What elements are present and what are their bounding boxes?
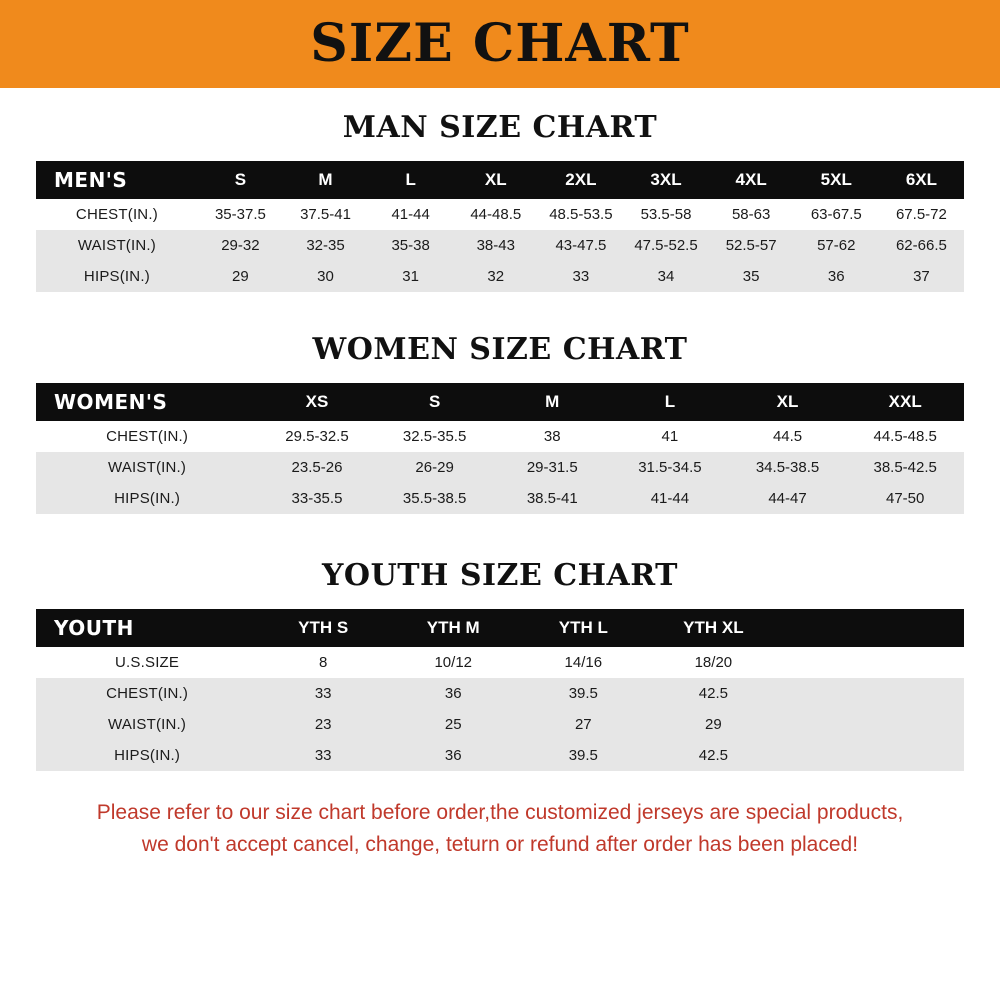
men-row-2-cell-0: 29: [232, 268, 249, 285]
youth-row-2-label: WAIST(IN.): [108, 716, 187, 733]
youth-row-2-cell-3: 29: [705, 716, 722, 733]
women-row-1-cell-2: 29-31.5: [526, 459, 578, 476]
men-row-1-cell-3: 38-43: [476, 237, 515, 254]
men-row-2-cell-1: 30: [317, 268, 334, 285]
women-row-0-cell-3: 41: [661, 428, 679, 445]
men-col-1: M: [318, 170, 333, 189]
women-table-body: [36, 421, 964, 514]
youth-row-1-spacer: [778, 678, 964, 709]
women-row-1-cell-3: 31.5-34.5: [638, 459, 702, 476]
men-row-1-label: WAIST(IN.): [77, 237, 156, 254]
youth-col-2: YTH L: [558, 618, 608, 637]
men-row-1-cell-6: 52.5-57: [725, 237, 777, 254]
men-row-0-cell-4: 48.5-53.5: [549, 206, 613, 223]
youth-header-row: [36, 609, 964, 647]
women-row-0-cell-5: 44.5-48.5: [873, 428, 937, 445]
men-row-2-cell-2: 31: [402, 268, 419, 285]
youth-row-1-label: CHEST(IN.): [106, 685, 189, 702]
women-row-2-cell-1: 35.5-38.5: [402, 490, 467, 507]
men-row-0-cell-6: 58-63: [731, 206, 771, 223]
women-row-2-cell-2: 38.5-41: [526, 490, 578, 507]
women-row-1-cell-5: 38.5-42.5: [873, 459, 937, 476]
table-row: [36, 421, 964, 452]
men-row-1-cell-7: 57-62: [817, 237, 856, 254]
women-row-0-cell-1: 32.5-35.5: [402, 428, 467, 445]
men-row-0-cell-1: 37.5-41: [300, 206, 351, 223]
men-row-2-cell-7: 36: [827, 268, 845, 285]
women-row-2-cell-0: 33-35.5: [291, 490, 343, 507]
men-col-0: S: [234, 170, 247, 189]
youth-col-1: YTH M: [426, 618, 480, 637]
youth-row-2-spacer: [778, 709, 964, 740]
women-row-1-label: WAIST(IN.): [108, 459, 187, 476]
disclaimer-line-2: we don't accept cancel, change, teturn or refund after order has been placed!: [141, 832, 859, 856]
table-row: [36, 261, 964, 292]
youth-row-1-cell-0: 33: [314, 685, 332, 702]
women-row-2-cell-5: 47-50: [885, 490, 925, 507]
youth-row-0-label: U.S.SIZE: [115, 654, 180, 671]
youth-row-0-spacer: [778, 647, 964, 678]
youth-row-3-label: HIPS(IN.): [114, 747, 181, 764]
youth-row-0-cell-2: 14/16: [564, 654, 603, 671]
men-row-2-cell-5: 34: [657, 268, 675, 285]
women-col-4: XL: [776, 392, 799, 411]
men-row-2-cell-4: 33: [572, 268, 590, 285]
youth-row-1-cell-3: 42.5: [698, 685, 728, 702]
women-row-1-cell-1: 26-29: [415, 459, 454, 476]
men-row-0-cell-5: 53.5-58: [640, 206, 692, 223]
women-row-0-cell-4: 44.5: [772, 428, 803, 445]
table-row: [36, 230, 964, 261]
men-row-2-cell-6: 35: [742, 268, 760, 285]
youth-row-3-cell-1: 36: [444, 747, 462, 764]
men-size-table: [36, 161, 964, 292]
youth-row-0-cell-1: 10/12: [434, 654, 473, 671]
table-row: [36, 740, 964, 771]
women-col-2: M: [545, 392, 560, 411]
women-col-0: XS: [305, 392, 329, 411]
youth-row-1-cell-1: 36: [444, 685, 462, 702]
disclaimer-line-1: Please refer to our size chart before order,the customized jerseys are special products,: [96, 801, 904, 824]
men-row-0-cell-7: 63-67.5: [810, 206, 862, 223]
youth-row-0-cell-3: 18/20: [694, 654, 733, 671]
content-area: [0, 110, 1000, 860]
women-row-0-label: CHEST(IN.): [106, 428, 189, 445]
youth-row-1-cell-2: 39.5: [568, 685, 598, 702]
men-col-4: 2XL: [565, 170, 597, 189]
men-section-title: MAN SIZE CHART: [342, 110, 658, 145]
youth-table-head: [36, 609, 964, 647]
youth-row-3-cell-0: 33: [314, 747, 332, 764]
women-section-title: WOMEN SIZE CHART: [312, 332, 688, 367]
men-col-7: 5XL: [820, 170, 852, 189]
men-header-row: [36, 161, 964, 199]
table-row: [36, 647, 964, 678]
men-table-head: [36, 161, 964, 199]
table-row: [36, 678, 964, 709]
men-row-0-cell-2: 41-44: [391, 206, 430, 223]
youth-section-title: YOUTH SIZE CHART: [322, 558, 678, 593]
table-row: [36, 452, 964, 483]
men-row-1-cell-0: 29-32: [221, 237, 260, 254]
youth-col-3: YTH XL: [683, 618, 744, 637]
youth-row-3-spacer: [778, 740, 964, 771]
disclaimer-note: [36, 797, 964, 860]
women-header-label: WOMEN'S: [54, 390, 168, 414]
men-col-6: 4XL: [735, 170, 767, 189]
youth-size-table: [36, 609, 964, 771]
youth-table-body: [36, 647, 964, 771]
women-row-2-label: HIPS(IN.): [114, 490, 181, 507]
women-row-0-cell-0: 29.5-32.5: [285, 428, 349, 445]
women-size-table: [36, 383, 964, 514]
men-row-2-cell-8: 37: [913, 268, 930, 285]
men-row-1-cell-5: 47.5-52.5: [634, 237, 698, 254]
youth-row-2-cell-2: 27: [574, 716, 592, 733]
men-header-label: MEN'S: [54, 168, 128, 192]
page-banner: [0, 0, 1000, 88]
women-col-5: XXL: [888, 392, 922, 411]
men-row-1-cell-8: 62-66.5: [895, 237, 947, 254]
men-row-1-cell-2: 35-38: [391, 237, 430, 254]
men-col-3: XL: [484, 170, 507, 189]
youth-row-3-cell-2: 39.5: [568, 747, 598, 764]
women-header-row: [36, 383, 964, 421]
men-row-1-cell-1: 32-35: [306, 237, 345, 254]
table-row: [36, 709, 964, 740]
men-row-0-label: CHEST(IN.): [75, 206, 158, 223]
men-row-2-label: HIPS(IN.): [83, 268, 150, 285]
women-col-1: S: [428, 392, 441, 411]
table-row: [36, 483, 964, 514]
men-row-1-cell-4: 43-47.5: [555, 237, 607, 254]
page-title: SIZE CHART: [310, 13, 690, 74]
women-row-1-cell-4: 34.5-38.5: [755, 459, 820, 476]
women-table-head: [36, 383, 964, 421]
youth-col-spacer: [778, 609, 964, 647]
youth-row-2-cell-1: 25: [444, 716, 462, 733]
men-col-8: 6XL: [905, 170, 937, 189]
youth-row-3-cell-3: 42.5: [698, 747, 728, 764]
women-row-2-cell-4: 44-47: [768, 490, 807, 507]
table-row: [36, 199, 964, 230]
men-row-0-cell-8: 67.5-72: [895, 206, 947, 223]
women-row-1-cell-0: 23.5-26: [291, 459, 343, 476]
men-row-2-cell-3: 32: [487, 268, 505, 285]
youth-row-0-cell-0: 8: [319, 654, 328, 671]
men-table-body: [36, 199, 964, 292]
women-row-0-cell-2: 38: [543, 428, 561, 445]
women-row-2-cell-3: 41-44: [650, 490, 690, 507]
men-row-0-cell-3: 44-48.5: [470, 206, 522, 223]
youth-header-label: YOUTH: [54, 616, 134, 640]
men-col-5: 3XL: [650, 170, 682, 189]
youth-col-0: YTH S: [298, 618, 349, 637]
women-col-3: L: [664, 392, 676, 411]
men-col-2: L: [405, 170, 416, 189]
youth-row-2-cell-0: 23: [314, 716, 332, 733]
men-row-0-cell-0: 35-37.5: [214, 206, 266, 223]
